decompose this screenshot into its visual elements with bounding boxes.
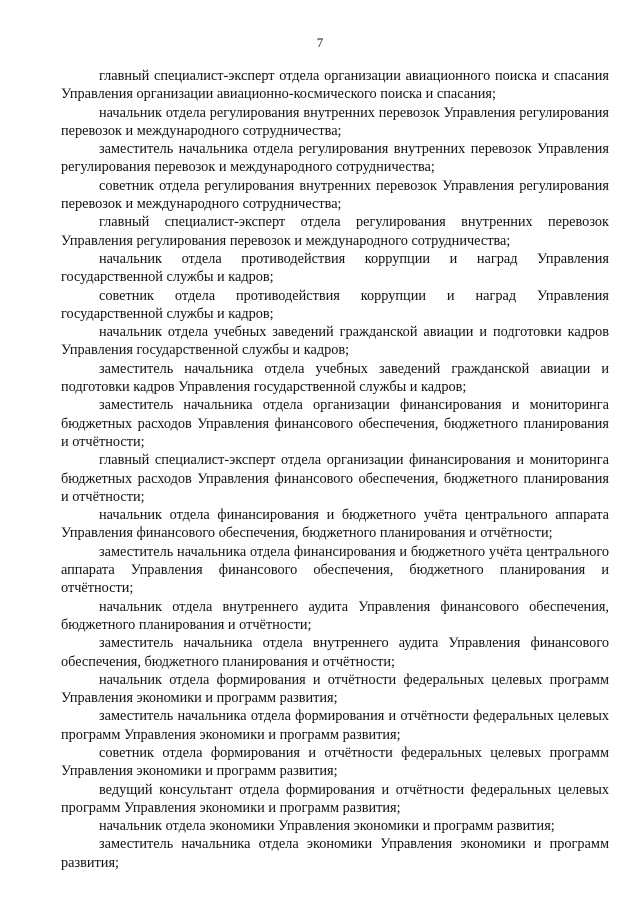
list-item: советник отдела формирования и отчётности федеральных целевых программ Управления экономики и программ развития; (61, 744, 609, 780)
list-item: заместитель начальника отдела учебных заведений гражданской авиации и подготовки кадров Управления государственной службы и кадров; (61, 360, 609, 396)
list-item: главный специалист-эксперт отдела организации финансирования и мониторинга бюджетных расходов Управления финансового обеспечения, бюджетного планирования и отчётности; (61, 452, 609, 505)
list-item: заместитель начальника отдела финансирования и бюджетного учёта центрального аппарата Управления финансового обеспечения, бюджетного планирования и отчётности; (61, 543, 609, 597)
list-item: заместитель начальника отдела организации финансирования и мониторинга бюджетных расходов Управления финансового обеспечения, бюджетного планирования и отчётности; (61, 397, 609, 450)
page-number: 7 (316, 35, 324, 50)
list-item: заместитель начальника отдела регулирования внутренних перевозок Управления регулирования перевозок и международного сотрудничества; (61, 141, 609, 176)
list-item: главный специалист-эксперт отдела организации авиационного поиска и спасания Управления организации авиационно-космического поиска и спасания; (61, 68, 609, 103)
list-item: советник отдела регулирования внутренних перевозок Управления регулирования перевозок и международного сотрудничества; (61, 177, 609, 213)
document-body (61, 67, 609, 872)
list-item: начальник отдела финансирования и бюджетного учёта центрального аппарата Управления финансового обеспечения, бюджетного планирования и отчётности; (61, 507, 609, 542)
list-item: начальник отдела противодействия коррупции и наград Управления государственной службы и кадров; (61, 250, 609, 286)
list-item: начальник отдела экономики Управления экономики и программ развития; (99, 818, 555, 835)
list-item: начальник отдела регулирования внутренних перевозок Управления регулирования перевозок и международного сотрудничества; (61, 104, 609, 139)
list-item: начальник отдела формирования и отчётности федеральных целевых программ Управления экономики и программ развития; (61, 671, 609, 707)
list-item: заместитель начальника отдела формирования и отчётности федеральных целевых программ Управления экономики и программ развития; (61, 708, 609, 743)
list-item: главный специалист-эксперт отдела регулирования внутренних перевозок Управления регулирования перевозок и международного сотрудничества; (61, 214, 609, 249)
list-item: начальник отдела внутреннего аудита Управления финансового обеспечения, бюджетного планирования и отчётности; (61, 598, 609, 633)
list-item: начальник отдела учебных заведений гражданской авиации и подготовки кадров Управления государственной службы и кадров; (61, 324, 609, 359)
list-item: советник отдела противодействия коррупции и наград Управления государственной службы и кадров; (61, 287, 609, 322)
list-item: ведущий консультант отдела формирования и отчётности федеральных целевых программ Управления экономики и программ развития; (61, 781, 609, 816)
list-item: заместитель начальника отдела экономики Управления экономики и программ развития; (61, 836, 609, 871)
list-item: заместитель начальника отдела внутреннего аудита Управления финансового обеспечения, бюджетного планирования и отчётности; (61, 635, 609, 670)
